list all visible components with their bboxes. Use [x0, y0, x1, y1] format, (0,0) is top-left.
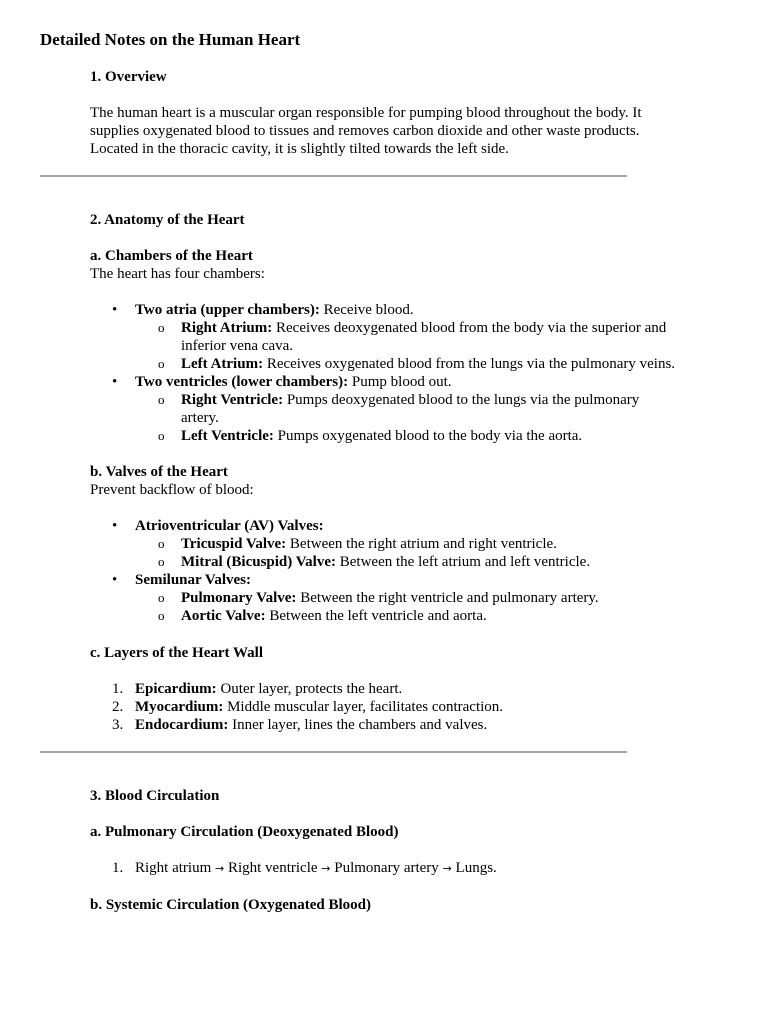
overview-heading: 1. Overview [90, 69, 167, 85]
sub-bullet-icon: o [158, 536, 165, 551]
list-number: 2. [112, 699, 124, 715]
left-ventricle-label: Left Ventricle: [181, 428, 274, 444]
valves-heading: b. Valves of the Heart [90, 464, 228, 480]
bullet-icon: • [112, 518, 118, 534]
list-item-pulmonary-path [135, 859, 695, 878]
section-divider [40, 175, 627, 177]
sub-bullet-icon: o [158, 590, 165, 605]
pulmonary-valve-label: Pulmonary Valve: [181, 590, 297, 606]
section-divider [40, 751, 627, 753]
mitral-text: Between the left atrium and left ventricle. [336, 554, 591, 570]
mitral-label: Mitral (Bicuspid) Valve: [181, 554, 337, 570]
myocardium-text: Middle muscular layer, facilitates contraction. [223, 699, 504, 715]
semilunar-valves-label: Semilunar Valves: [135, 572, 251, 588]
aortic-valve-label: Aortic Valve: [181, 608, 266, 624]
sub-bullet-icon: o [158, 428, 165, 443]
path-step-right-ventricle: Right ventricle [227, 860, 318, 876]
left-atrium-text: Receives oxygenated blood from the lungs via the pulmonary veins. [263, 356, 676, 372]
endocardium-text: Inner layer, lines the chambers and valves. [228, 717, 488, 733]
tricuspid-label: Tricuspid Valve: [181, 536, 287, 552]
sub-bullet-icon: o [158, 554, 165, 569]
document-title: Detailed Notes on the Human Heart [40, 30, 301, 49]
arrow-right-icon: → [215, 862, 225, 875]
list-item-right-atrium [181, 319, 681, 337]
sub-bullet-icon: o [158, 320, 165, 335]
systemic-circulation-heading: b. Systemic Circulation (Oxygenated Blood) [90, 897, 371, 913]
list-item-endocardium [135, 716, 695, 734]
left-ventricle-text: Pumps oxygenated blood to the body via the aorta. [273, 428, 583, 444]
overview-paragraph-line-1: The human heart is a muscular organ responsible for pumping blood throughout the body. It [90, 105, 642, 121]
list-item-av-valves [135, 517, 695, 535]
pulmonary-circulation-heading: a. Pulmonary Circulation (Deoxygenated Blood) [90, 824, 399, 840]
bullet-icon: • [112, 572, 118, 588]
chambers-intro: The heart has four chambers: [90, 266, 265, 282]
arrow-right-icon: → [442, 862, 452, 875]
epicardium-label: Epicardium: [135, 681, 217, 697]
list-number: 1. [112, 681, 124, 697]
overview-paragraph-line-2: supplies oxygenated blood to tissues and removes carbon dioxide and other waste products. [90, 123, 640, 139]
arrow-right-icon: → [321, 862, 331, 875]
list-item-tricuspid [181, 535, 681, 553]
sub-bullet-icon: o [158, 392, 165, 407]
list-item-right-ventricle [181, 391, 681, 409]
list-item-aortic-valve [181, 607, 681, 625]
path-step-pulmonary-artery: Pulmonary artery [334, 860, 439, 876]
valves-intro: Prevent backflow of blood: [90, 482, 254, 498]
list-item-myocardium [135, 698, 695, 716]
path-step-lungs: Lungs. [455, 860, 497, 876]
list-item-mitral [181, 553, 681, 571]
list-item-pulmonary-valve [181, 589, 681, 607]
list-item-semilunar-valves [135, 571, 695, 589]
right-atrium-text-continued: inferior vena cava. [181, 338, 294, 354]
circulation-heading: 3. Blood Circulation [90, 788, 220, 804]
overview-paragraph-line-3: Located in the thoracic cavity, it is slightly tilted towards the left side. [90, 141, 509, 157]
bullet-icon: • [112, 374, 118, 390]
anatomy-heading: 2. Anatomy of the Heart [90, 212, 245, 228]
atria-label: Two atria (upper chambers): [135, 302, 320, 318]
ventricles-label: Two ventricles (lower chambers): [135, 374, 349, 390]
right-ventricle-text: Pumps deoxygenated blood to the lungs via the pulmonary [283, 392, 640, 408]
endocardium-label: Endocardium: [135, 717, 229, 733]
epicardium-text: Outer layer, protects the heart. [216, 681, 403, 697]
list-item-ventricles [135, 373, 695, 391]
atria-text: Receive blood. [319, 302, 414, 318]
left-atrium-label: Left Atrium: [181, 356, 264, 372]
list-item-left-ventricle [181, 427, 681, 445]
right-ventricle-label: Right Ventricle: [181, 392, 284, 408]
aortic-valve-text: Between the left ventricle and aorta. [265, 608, 487, 624]
list-number: 3. [112, 717, 124, 733]
chambers-heading: a. Chambers of the Heart [90, 248, 253, 264]
list-item-epicardium [135, 680, 695, 698]
right-atrium-text: Receives deoxygenated blood from the body via the superior and [272, 320, 667, 336]
layers-heading: c. Layers of the Heart Wall [90, 645, 264, 661]
pulmonary-valve-text: Between the right ventricle and pulmonary artery. [296, 590, 599, 606]
myocardium-label: Myocardium: [135, 699, 224, 715]
tricuspid-text: Between the right atrium and right ventricle. [286, 536, 557, 552]
list-item-left-atrium [181, 355, 701, 373]
right-ventricle-text-continued: artery. [181, 410, 219, 426]
ventricles-text: Pump blood out. [348, 374, 452, 390]
sub-bullet-icon: o [158, 356, 165, 371]
bullet-icon: • [112, 302, 118, 318]
av-valves-label: Atrioventricular (AV) Valves: [135, 518, 324, 534]
list-number: 1. [112, 860, 124, 876]
right-atrium-label: Right Atrium: [181, 320, 273, 336]
path-step-right-atrium: Right atrium [135, 860, 212, 876]
sub-bullet-icon: o [158, 608, 165, 623]
list-item-atria [135, 301, 695, 319]
